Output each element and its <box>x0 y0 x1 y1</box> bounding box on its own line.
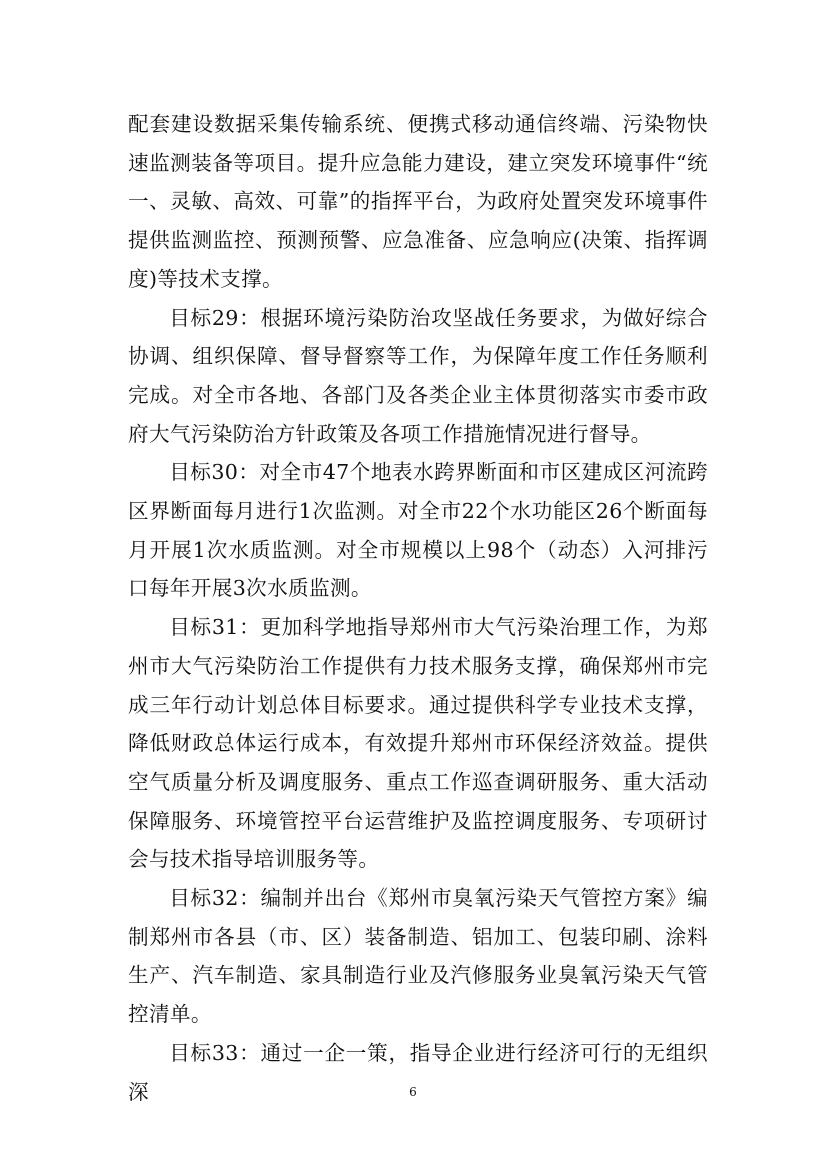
paragraph-goal-31: 目标31：更加科学地指导郑州市大气污染治理工作，为郑州市大气污染防治工作提供有力技术服务支撑，确保郑州市完成三年行动计划总体目标要求。通过提供科学专业技术支撑，降低财政总体运行成本，有效提升郑州市环保经济效益。提供空气质量分析及调度服务、重点工作巡查调研服务、重大活动保障服务、环境管控平台运营维护及监控调度服务、专项研讨会与技术指导培训服务等。 <box>128 615 708 872</box>
paragraph-goal-30: 目标30：对全市47个地表水跨界断面和市区建成区河流跨区界断面每月进行1次监测。对全市22个水功能区26个断面每月开展1次水质监测。对全市规模以上98个（动态）入河排污口每年开展3次水质监测。 <box>128 460 708 601</box>
body-text <box>128 105 708 1111</box>
page-number: 6 <box>409 1085 417 1099</box>
paragraph-goal-33: 目标33：通过一企一策，指导企业进行经济可行的无组织深 <box>128 1040 708 1104</box>
paragraph-goal-32: 目标32：编制并出台《郑州市臭氧污染天气管控方案》编制郑州市各县（市、区）装备制造、铝加工、包装印刷、涂料生产、汽车制造、家具制造行业及汽修服务业臭氧污染天气管控清单。 <box>128 886 708 1027</box>
paragraph-continuation: 配套建设数据采集传输系统、便携式移动通信终端、污染物快速监测装备等项目。提升应急能力建设，建立突发环境事件“统一、灵敏、高效、可靠”的指挥平台，为政府处置突发环境事件提供监测监控、预测预警、应急准备、应急响应(决策、指挥调度)等技术支撑。 <box>128 112 708 291</box>
paragraph-goal-29: 目标29：根据环境污染防治攻坚战任务要求，为做好综合协调、组织保障、督导督察等工作，为保障年度工作任务顺利完成。对全市各地、各部门及各类企业主体贯彻落实市委市政府大气污染防治方针政策及各项工作措施情况进行督导。 <box>128 305 708 446</box>
